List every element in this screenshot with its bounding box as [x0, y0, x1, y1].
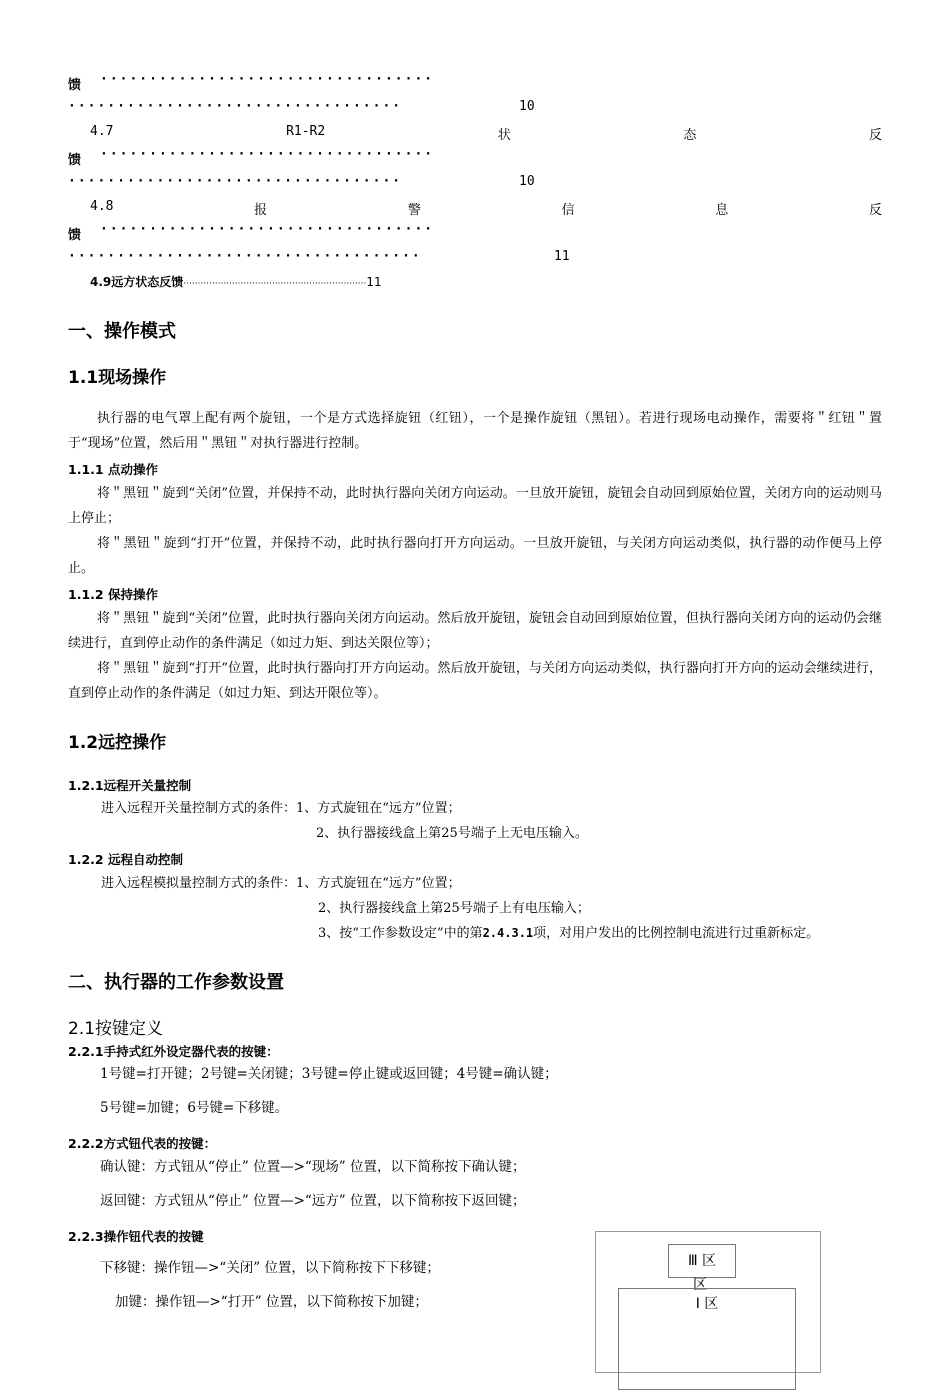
- section-2-2-3-line-1: 下移键：操作钮—>“关闭” 位置，以下简称按下下移键；: [100, 1260, 440, 1276]
- section-2-2-1-line-1: 1号键=打开键；2号键=关闭键；3号键=停止键或返回键；4号键=确认键；: [100, 1066, 558, 1082]
- section-1-2-1-heading: 1.2.1远程开关量控制: [68, 778, 192, 793]
- toc-entry-word: R1-R2: [286, 124, 326, 139]
- text-run: 3、按“工作参数设定”中的第: [318, 926, 483, 941]
- section-2-2-3-line-2: 加键：操作钮—>“打开” 位置，以下简称按下加键；: [115, 1294, 428, 1310]
- section-1-1-1-heading: 1.1.1 点动操作: [68, 462, 158, 477]
- section-1-heading: 一、操作模式: [68, 321, 176, 342]
- toc-entry-label: 4.9远方状态反馈: [90, 275, 184, 289]
- toc-entry-word: 信: [561, 203, 575, 218]
- clause-reference: 2.4.3.1: [482, 926, 534, 940]
- section-1-1-1-paragraph-1: 将＂黑钮＂旋到“关闭”位置，并保持不动，此时执行器向关闭方向运动。一旦放开旋钮，旋钮会自动回到原始位置，关闭方向的运动则马上停止；: [68, 486, 882, 526]
- zone-diagram: [595, 1231, 821, 1373]
- section-1-1-1-paragraph-2: 将＂黑钮＂旋到“打开”位置，并保持不动，此时执行器向打开方向运动。一旦放开旋钮，与关闭方向运动类似，执行器的动作便马上停止。: [68, 536, 882, 576]
- section-2-heading: 二、执行器的工作参数设置: [68, 972, 284, 993]
- section-2-2-1-heading: 2.2.1手持式红外设定器代表的按键：: [68, 1044, 279, 1059]
- section-1-2-heading: 1.2远控操作: [68, 733, 167, 753]
- section-1-1-2-paragraph-1: 将＂黑钮＂旋到“关闭”位置，此时执行器向关闭方向运动。然后放开旋钮，旋钮会自动回到原始位置，但执行器向关闭方向的运动仍会继续进行，直到停止动作的条件满足（如过力矩、到达关限位等）；: [68, 611, 882, 651]
- toc-entry-word: 警: [407, 203, 421, 218]
- section-2-2-3-heading: 2.2.3操作钮代表的按键: [68, 1229, 204, 1244]
- zone-1-box: Ⅰ 区: [618, 1288, 796, 1390]
- toc-row-char: 馈: [68, 228, 82, 243]
- section-1-1-heading: 1.1现场操作: [68, 368, 167, 388]
- toc-row-char: 馈: [68, 153, 82, 168]
- section-1-2-2-heading: 1.2.2 远程自动控制: [68, 852, 183, 867]
- zone-3-sublabel: 区: [693, 1277, 707, 1293]
- section-1-1-paragraph: 执行器的电气罩上配有两个旋钮，一个是方式选择旋钮（红钮），一个是操作旋钮（黑钮）。若进行现场电动操作，需要将＂红钮＂置于“现场”位置，然后用＂黑钮＂对执行器进行控制。: [68, 411, 882, 451]
- zone-3-box: Ⅲ 区: [668, 1244, 736, 1278]
- toc-entry-word: 息: [715, 203, 729, 218]
- text-run: 项，对用户发出的比例控制电流进行过重新标定。: [533, 926, 820, 941]
- toc-entry-word: 反: [868, 128, 882, 143]
- toc-leader-dots: ··································: [68, 99, 403, 114]
- toc-row-char: 馈: [68, 78, 82, 93]
- toc-entry-4-8[interactable]: [90, 199, 882, 218]
- toc-leader-dots: ··································: [68, 174, 403, 189]
- toc-page-number[interactable]: 11: [554, 249, 570, 264]
- section-2-2-2-line-2: 返回键：方式钮从“停止” 位置—>“远方” 位置，以下简称按下返回键；: [100, 1193, 526, 1209]
- toc-entry-word: 态: [683, 128, 697, 143]
- section-1-2-2-line-2: 2、执行器接线盒上第25号端子上有电压输入；: [318, 901, 590, 916]
- toc-entry-4-7[interactable]: [90, 124, 882, 143]
- section-2-2-2-line-1: 确认键：方式钮从“停止” 位置—>“现场” 位置，以下简称按下确认键；: [100, 1159, 526, 1175]
- section-2-1-heading: 2.1按键定义: [68, 1019, 164, 1039]
- toc-leader-dots: ····································: [68, 249, 422, 264]
- toc-leader-dots: ··································: [100, 72, 435, 87]
- toc-page-number[interactable]: 10: [519, 99, 535, 114]
- toc-entry-number: 4.8: [90, 199, 114, 214]
- section-2-2-1-line-2: 5号键=加键；6号键=下移键。: [100, 1100, 289, 1116]
- toc-leader-dots: ··································: [100, 147, 435, 162]
- section-2-2-2-heading: 2.2.2方式钮代表的按键：: [68, 1136, 217, 1151]
- toc-entry-word: 状: [497, 128, 511, 143]
- toc-page-number: 11: [366, 275, 382, 289]
- toc-leader-dots: ································································: [183, 279, 367, 289]
- toc-entry-number: 4.7: [90, 124, 114, 139]
- section-1-1-2-paragraph-2: 将＂黑钮＂旋到“打开”位置，此时执行器向打开方向运动。然后放开旋钮，与关闭方向运动类似，执行器向打开方向的运动会继续进行，直到停止动作的条件满足（如过力矩、到达开限位等）。: [68, 661, 882, 701]
- section-1-1-2-heading: 1.1.2 保持操作: [68, 587, 158, 602]
- section-1-2-1-line-1: 进入远程开关量控制方式的条件：1、方式旋钮在“远方”位置；: [101, 801, 461, 816]
- toc-page-number[interactable]: 10: [519, 174, 535, 189]
- toc-leader-dots: ··································: [100, 222, 435, 237]
- toc-entry-word: 报: [254, 203, 268, 218]
- section-1-2-2-line-1: 进入远程模拟量控制方式的条件：1、方式旋钮在“远方”位置；: [101, 876, 461, 891]
- toc-entry-word: 反: [868, 203, 882, 218]
- section-1-2-1-line-2: 2、执行器接线盒上第25号端子上无电压输入。: [316, 826, 588, 841]
- section-1-2-2-line-3: [318, 921, 819, 946]
- toc-entry-4-9[interactable]: [90, 273, 382, 290]
